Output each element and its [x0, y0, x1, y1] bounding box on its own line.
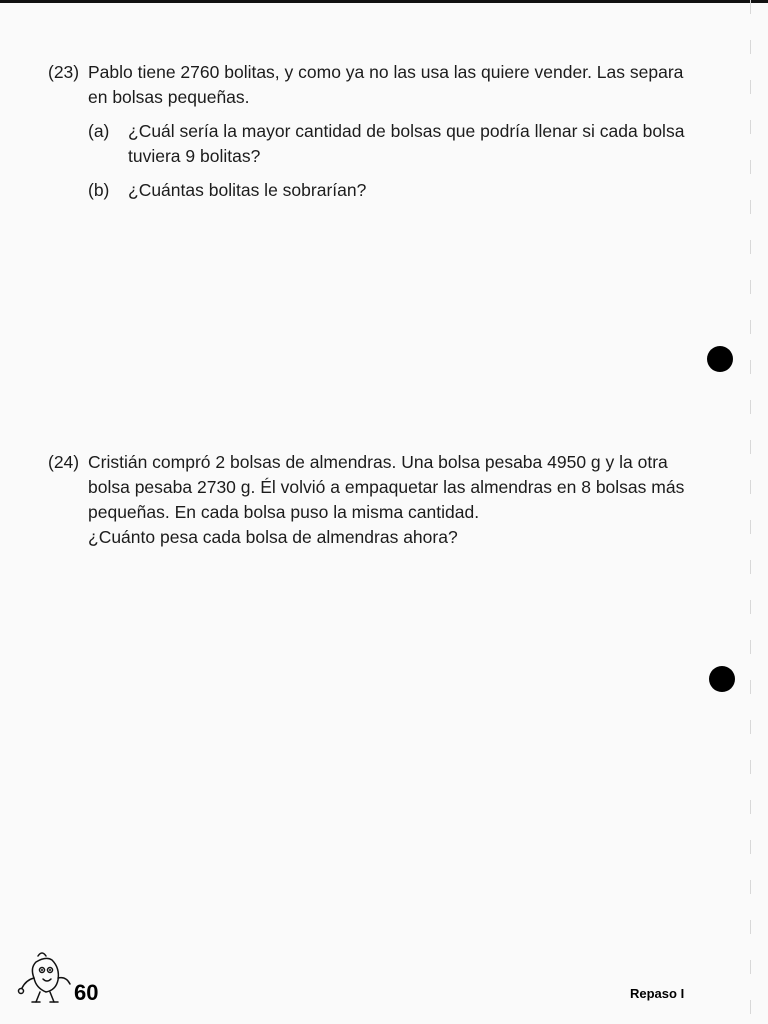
top-border-rule: [0, 0, 768, 3]
statement-line: bolsa pesaba 2730 g. Él volvió a empaquetar las almendras en 8 bolsas más: [88, 477, 685, 497]
problem-statement: [88, 450, 698, 550]
statement-line: Cristián compró 2 bolsas de almendras. Una bolsa pesaba 4950 g y la otra: [88, 452, 668, 472]
section-label: Repaso I: [630, 986, 685, 1001]
binder-hole: [709, 666, 735, 692]
statement-line: Pablo tiene 2760 bolitas, y como ya no las usa las quiere vender. Las separa: [88, 62, 684, 82]
problem-statement: [88, 60, 698, 203]
binder-hole: [707, 346, 733, 372]
problem-23: [48, 60, 698, 203]
part-question: ¿Cuántas bolitas le sobrarían?: [128, 180, 367, 200]
mascot-icon: [16, 948, 74, 1006]
part-label: (b): [88, 180, 110, 200]
problem-24: [48, 450, 698, 550]
part-label: (a): [88, 121, 110, 141]
problem-number: (23): [48, 62, 80, 82]
statement-line: pequeñas. En cada bolsa puso la misma cantidad.: [88, 502, 480, 522]
problem-number: (24): [48, 452, 80, 472]
part-question: ¿Cuál sería la mayor cantidad de bolsas que podría llenar si cada bolsa tuviera 9 bolitas?: [128, 121, 685, 166]
page-fold-line: [750, 0, 751, 1024]
statement-line: en bolsas pequeñas.: [88, 87, 250, 107]
part-a: [88, 119, 698, 169]
statement-line: ¿Cuánto pesa cada bolsa de almendras ahora?: [88, 527, 458, 547]
page-number: 60: [74, 980, 99, 1005]
part-b: [88, 178, 698, 203]
